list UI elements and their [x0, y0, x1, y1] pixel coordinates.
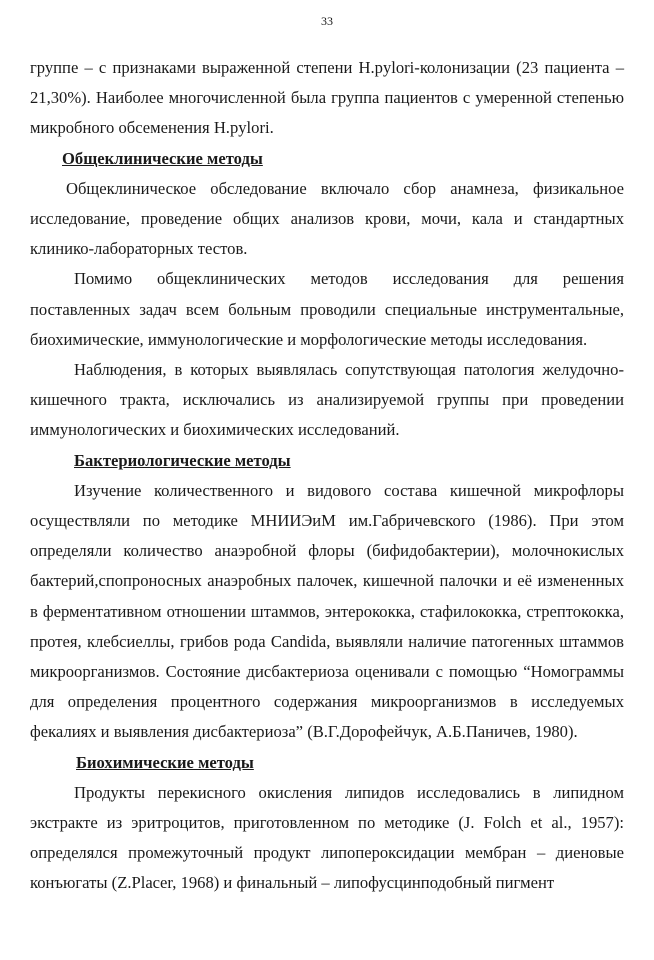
- paragraph-group-description: группе – с признаками выраженной степени H.pylori-колонизации (23 пациента – 21,30%). Наиболее многочисленной была группа пациентов с умеренной степенью микробного обсеменения H.pylori.: [30, 58, 624, 138]
- heading-general-clinical-methods: Общеклинические методы: [62, 148, 263, 168]
- paragraph-exclusions: Наблюдения, в которых выявлялась сопутствующая патология желудочно-кишечного тракта, исключались из анализируемой группы при проведении иммунологических и биохимических исследований.: [30, 360, 624, 440]
- document-body: [30, 53, 624, 899]
- paragraph-special-methods: Помимо общеклинических методов исследования для решения поставленных задач всем больным проводили специальные инструментальные, биохимические, иммунологические и морфологические методы исследования.: [30, 269, 624, 349]
- paragraph-lipid-peroxidation: Продукты перекисного окисления липидов исследовались в липидном экстракте из эритроцитов, приготовленном по методике (J. Folch et al., 1957): определялся промежуточный продукт липопероксидации мембран – диеновые конъюгаты (Z.Placer, 1968) и финальный – липофусцинподобный пигмент: [30, 782, 624, 893]
- paragraph-general-clinical-exam: Общеклиническое обследование включало сбор анамнеза, физикальное исследование, проведение общих анализов крови, мочи, кала и стандартных клинико-лабораторных тестов.: [30, 178, 624, 259]
- page-number: 33: [321, 14, 333, 28]
- heading-bacteriological-methods: Бактериологические методы: [74, 450, 291, 470]
- heading-biochemical-methods: Биохимические методы: [76, 752, 254, 772]
- paragraph-microflora-study: Изучение количественного и видового состава кишечной микрофлоры осуществляли по методике МНИИЭиМ им.Габричевского (1986). При этом определяли количество анаэробной флоры (бифидобактерии), молочнокислых бактерий,спопроносных анаэробных палочек, кишечной палочки и её измененных в ферментативном отношении штаммов, энтерококка, стафилококка, стрептококка, протея, клебсиеллы, грибов рода Candida, выявляли наличие патогенных штаммов микроорганизмов. Состояние дисбактериоза оценивали с помощью “Номограммы для определения процентного содержания микроорганизмов в исследуемых фекалиях и выявления дисбактериоза” (В.Г.Дорофейчук, А.Б.Паничев, 1980).: [30, 480, 624, 742]
